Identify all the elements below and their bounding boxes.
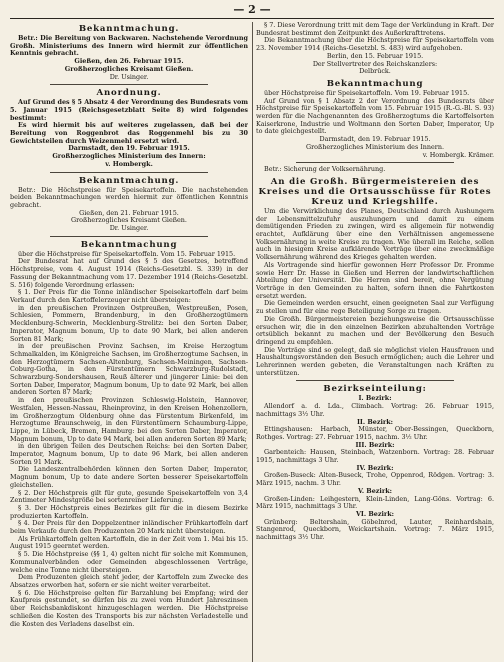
paragraph: Um die Verwirklichung des Planes, Deutschland durch Aushungern der Lebensmittelzufuhr auszuhungern und damit zu einem demütigenden Frieden zu zwingen, wird es allgemein für notwendig erachtet, Aufklärung über eine den Verhältnissen angemessene Volksernährung in weite Kreise zu tragen. Wie überall im Reiche, sollen auch in hiesigem Kreise aufklärende Vorträge über eine zweckmäßige Volksernährung während des Krieges gehalten werden. [256, 206, 494, 262]
signature-line: Der Stellvertreter des Reichskanzlers: [312, 59, 438, 68]
notice-block [10, 24, 248, 81]
notice-block [256, 384, 494, 541]
paragraph: über die Höchstpreise für Speisekartoffeln. Vom 15. Februar 1915. [18, 249, 236, 258]
section-divider [50, 172, 208, 173]
paragraph: Auf Grund von § 1 Absatz 2 der Verordnung des Bundesrats über Höchstpreise für Speisekartoffeln vom 15. Februar 1915 (R.-G.-Bl. S. 93) werden für die Nachgenannten des Großherzogtums die Kartoffelsorten Kaiserkrone, Industrie und Woltmann den Sorten Daber, Imperator, Up to date gleichgestellt. [256, 96, 494, 136]
paragraph: Die Großh. Bürgermeistereien beziehungsweise die Ortsausschüsse ersuchen wir, die in den einzelnen Bezirken abzuhaltenden Vorträge ortsüblich bekannt zu machen und der Bevölkerung den Besuch dringend zu empfehlen. [256, 314, 494, 346]
notice-block [256, 166, 494, 174]
paragraph: § 7. Diese Verordnung tritt mit dem Tage der Verkündung in Kraft. Der Bundesrat bestimmt den Zeitpunkt des Außerkrafttretens. [256, 22, 494, 37]
signature-line: III. Bezirk: [355, 440, 395, 449]
paragraph: in der preußischen Provinz Sachsen, im Kreise Herzogtum Schmalkalden, im Königreiche Sachsen, im Großherzogtume Sachsen, in den Herzogtümern Sachsen-Altenburg, Sachsen-Meiningen, Sachsen-Coburg-Gotha, in den Fürstentümern Schwarzburg-Rudolstadt, Schwarzburg-Sondershausen, Reuß älterer und jüngerer Linie: bei den Sorten Daber, Imperator, Magnum bonum, Up to date 92 Mark, bei allen anderen Sorten 87 Mark; [10, 342, 248, 397]
notice-block [10, 88, 248, 168]
notice-block [10, 176, 248, 233]
signature-line: Berlin, den 15. Februar 1915. [326, 51, 424, 60]
signature-line: Großherzogliches Ministerium des Innern. [305, 142, 445, 151]
paragraph: Grünberg: Beltershain, Göbelnrod, Lauter, Reinhardshain, Stangenrod, Queckborn, Weickartshain. Vortrag: 7. März 1915, nachmittags 3½ Uhr. [256, 517, 494, 542]
signature-line: Gießen, den 26. Februar 1915. [74, 57, 184, 66]
paragraph: § 6. Die Höchstpreise gelten für Barzahlung bei Empfang; wird der Kaufpreis gestundet, so dürfen bis zu zwei vom Hundert Jahreszinsen über Reichsbankdiskont hinzugeschlagen werden. Die Höchstpreise schließen die Kosten des Transports bis zur nächsten Verladestelle und die Kosten des Verladens daselbst ein. [10, 588, 248, 628]
paragraph: in den preußischen Provinzen Ostpreußen, Westpreußen, Posen, Schlesien, Pommern, Brandenburg, in den Großherzogtümern Mecklenburg-Schwerin, Mecklenburg-Strelitz: bei den Sorten Daber, Imperator, Magnum bonum, Up to date 90 Mark, bei allen anderen Sorten 81 Mark; [10, 303, 248, 343]
signature-line: Großherzogliches Kreisamt Gießen. [64, 64, 194, 73]
signature-line: I. Bezirk: [358, 394, 392, 403]
paragraph: Die Vorträge sind so gelegt, daß sie möglichst vielen Hausfrauen und Haushaltungsvorständen den Besuch ermöglichen; auch die Lehrer und Lehrerinnen werden gebeten, die Veranstaltungen nach Kräften zu unterstützen. [256, 345, 494, 377]
header-rule [10, 18, 494, 19]
signature-line: Großherzogliches Ministerium des Innern: [52, 152, 206, 161]
paragraph: Großen-Buseck: Alten-Buseck, Trohe, Oppenrod, Rödgen. Vortrag: 3. März 1915, nachm. 3 Uhr. [256, 471, 494, 488]
paragraph: Betr.: Sicherung der Volksernährung. [264, 165, 386, 174]
left-column [10, 22, 248, 662]
paragraph: Als Frühkartoffeln gelten Kartoffeln, die in der Zeit vom 1. Mai bis 15. August 1915 geerntet werden. [10, 534, 248, 551]
paragraph: § 3. Der Höchstpreis eines Bezirkes gilt für die in diesem Bezirke produzierten Kartoffeln. [10, 503, 248, 520]
signature-line: Großherzogliches Kreisamt Gießen. [71, 216, 187, 225]
section-divider [296, 162, 454, 163]
paragraph: Der Bundesrat hat auf Grund des § 5 des Gesetzes, betreffend Höchstpreise, vom 4. August 1914 (Reichs-Gesetzbl. S. 339) in der Fassung der Bekanntmachung vom 17. Dezember 1914 (Reichs-Gesetzbl. S. 516) folgende Verordnung erlassen: [10, 257, 248, 289]
paragraph: in den preußischen Provinzen Schleswig-Holstein, Hannover, Westfalen, Hessen-Nassau, Rheinprovinz, in den Kreisen Hohenzollern, im Großherzogtum Oldenburg ohne das Fürstentum Birkenfeld, im Herzogtume Braunschweig, in den Fürstentümern Schaumburg-Lippe, Lippe, in Lübeck, Bremen, Hamburg: bei den Sorten Daber, Imperator, Magnum bonum, Up to date 94 Mark, bei allen anderen Sorten 89 Mark; [10, 396, 248, 443]
notice-heading: Bezirkseinteilung: [323, 384, 427, 395]
signature-line: V. Bezirk: [358, 486, 392, 495]
columns [10, 22, 494, 662]
paragraph: § 1. Der Preis für die Tonne inländischer Speisekartoffeln darf beim Verkauf durch den Kartoffelerzeuger nicht übersteigen: [10, 288, 248, 304]
signature-line: Delbrück. [359, 67, 391, 76]
paragraph: Allendorf a. d. Lda., Climbach. Vortrag: 26. Februar 1915, nachmittags 3½ Uhr. [256, 402, 494, 418]
paragraph: § 2. Der Höchstpreis gilt für gute, gesunde Speisekartoffeln von 3,4 Zentimeter Mindestgröße bei sortenreiner Lieferung. [10, 488, 248, 505]
right-column [256, 22, 494, 662]
paragraph: Ettingshausen: Harbach, Münster, Ober-Bessingen, Queckborn, Rothges. Vortrag: 27. Februar 1915, nachm. 3½ Uhr. [256, 425, 494, 441]
notice-block [256, 79, 494, 159]
signature-line: IV. Bezirk: [356, 463, 394, 472]
signature-line: v. Hombergk. [105, 159, 153, 168]
paragraph: Als Vortragende sind hierfür gewonnen Herr Professor Dr. Fromme sowie Herr Dr. Hasse in Gießen und Herren der landwirtschaftlichen Abteilung der Universität. Die Herren sind bereit, ohne Vergütung Vorträge in den Gemeinden zu halten, sofern ihnen die Fahrtkosten ersetzt werden. [256, 260, 494, 300]
paragraph: Dem Produzenten gleich steht jeder, der Kartoffeln zum Zwecke des Absatzes erworben hat, sofern er sie nicht weiter verarbeitet. [10, 573, 248, 589]
paragraph: über Höchstpreise für Speisekartoffeln. Vom 19. Februar 1915. [264, 88, 470, 97]
notice-heading: Bekanntmachung. [78, 175, 180, 186]
signature-line: VI. Bezirk: [355, 509, 395, 518]
notice-heading: Bekanntmachung. [78, 24, 180, 34]
signature-line: II. Bezirk: [356, 417, 394, 426]
paragraph: Die Landeszentralbehörden können den Sorten Daber, Imperator, Magnum bonum, Up to date andere Sorten besserer Speisekartoffeln gleichstellen. [10, 465, 248, 489]
paragraph: Großen-Linden: Leihgestern, Klein-Linden, Lang-Göns. Vortrag: 6. März 1915, nachmittags 3 Uhr. [256, 494, 494, 511]
paragraph: Die Bekanntmachung über die Höchstpreise für Speisekartoffeln vom 23. November 1914 (Reichs-Gesetzbl. S. 483) wird aufgehoben. [256, 36, 494, 53]
paragraph: in den übrigen Teilen des Deutschen Reichs: bei den Sorten Daber, Imperator, Magnum bonum, Up to date 96 Mark, bei allen anderen Sorten 91 Mark. [10, 442, 248, 466]
notice-heading: Bekanntmachung [80, 239, 178, 250]
paragraph: Es wird hiermit bis auf weiteres zugelassen, daß bei der Bereitung von Roggenbrot das Roggenmehl bis zu 30 Gewichtsteilen durch Weizenmehl ersetzt wird. [10, 121, 248, 145]
paragraph: Auf Grund des § 5 Absatz 4 der Verordnung des Bundesrats vom 5. Januar 1915 (Reichsgesetzblatt Seite 8) wird folgendes bestimmt: [10, 98, 248, 122]
page-number: — 2 — [233, 3, 271, 16]
signature-line: Darmstadt, den 19. Februar 1915. [319, 135, 431, 144]
notice-block [10, 240, 248, 628]
paragraph: Garbenteich: Hausen, Steinbach, Watzenborn. Vortrag: 28. Februar 1915, nachmittags 3 Uhr. [256, 448, 494, 465]
section-divider [50, 236, 208, 237]
paragraph: § 4. Der Preis für den Doppelzentner inländischer Frühkartoffeln darf beim Verkaufe durch den Produzenten 20 Mark nicht übersteigen. [10, 519, 248, 536]
signature-line: Gießen, den 21. Februar 1915. [79, 208, 179, 217]
paragraph: Betr.: Die Bereitung von Backwaren. Nachstehende Verordnung Großh. Ministeriums des Innern wird hiermit zur öffentlichen Kenntnis gebracht. [10, 34, 248, 58]
column-divider [252, 22, 253, 662]
section-divider [50, 84, 208, 85]
signature-line: Dr. Usinger. [109, 224, 149, 233]
paragraph: § 5. Die Höchstpreise (§§ 1, 4) gelten nicht für solche mit Kommunen, Kommunalverbänden oder Gemeinden abgeschlossenen Verträge, welche eine Tonne nicht übersteigen. [10, 550, 248, 574]
paragraph: Die Gemeinden werden ersucht, einen geeigneten Saal zur Verfügung zu stellen und für eine rege Beteiligung Sorge zu tragen. [256, 299, 494, 316]
signature-line: v. Hombergk. Krämer. [422, 150, 494, 159]
notice-block [256, 177, 494, 377]
section-divider [296, 380, 454, 381]
notice-block [256, 22, 494, 76]
notice-heading: Bekanntmachung [326, 78, 424, 89]
signature-line: Darmstadt, den 19. Februar 1915. [68, 144, 190, 153]
signature-line: Dr. Usinger. [109, 72, 149, 81]
paragraph: Betr.: Die Höchstpreise für Speisekartoffeln. Die nachstehenden beiden Bekanntmachungen werden hiermit zur öffentlichen Kenntnis gebracht. [10, 185, 248, 209]
notice-heading: An die Großh. Bürgermeistereien des Kreises und die Ortsausschüsse für Rotes Kreuz und Kriegshilfe. [258, 176, 492, 207]
notice-heading: Anordnung. [96, 88, 162, 99]
